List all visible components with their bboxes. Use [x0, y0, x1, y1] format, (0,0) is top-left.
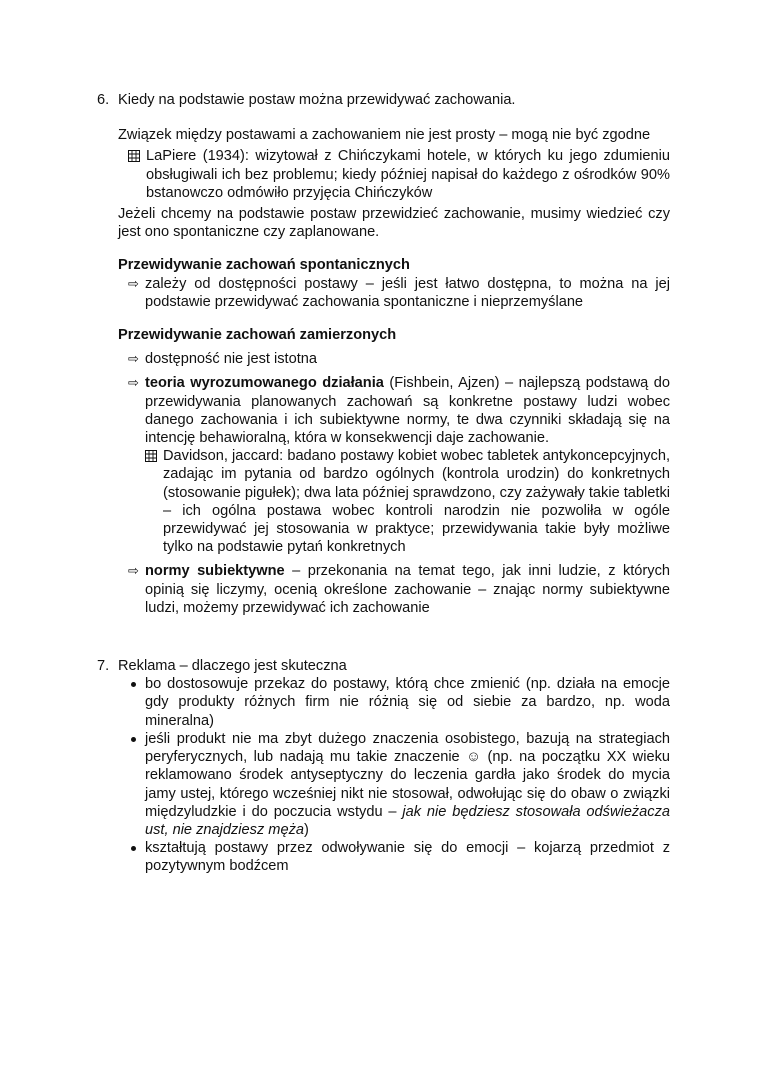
section-title-text: Reklama – dlaczego jest skuteczna: [118, 658, 347, 675]
bullet-text: jeśli produkt nie ma zbyt dużego znaczenia osobistego, bazują na strategiach peryferycznych, lub nadają mu takie znaczenie ☺ (np. na początku XX wieku reklamowano środek antyseptyczny do leczenia gardła jako środek do mycia jamy ustej, którego wcześniej nikt nie stosował, odwołując się do obaw o związki międzyludzkie i do poczucia wstydu –: [145, 730, 670, 820]
right-arrow-outline-icon: ⇨: [128, 351, 139, 367]
example-text: Davidson, jaccard: badano postawy kobiet wobec tabletek antykoncepcyjnych, zadając im pytania od bardzo ogólnych (kontrola urodzin) do konkretnych (stosowanie pigułek); dwa lata później sprawdzono, czy zażywały takie tabletki – ich ogólna postawa wobec kontroli narodzin nie pozwoliła w ogóle przewidywać jej stosowania w praktyce; przewidywania takie były możliwe tylko na podstawie pytań konkretnych: [163, 448, 670, 556]
point-text: (Fishbein, Ajzen) – najlepszą podstawą do przewidywania planowanych zachowań są konkretne postawy ludzi wobec danego zachowania i ich subiektywne normy, te dwa czynniki składają się na intencję behawioralną, która w konsekwencji daje zachowanie.: [145, 375, 670, 447]
theory-term: teoria wyrozumowanego działania: [145, 375, 384, 392]
bullet-text: bo dostosowuje przekaz do postawy, którą chce zmienić (np. działa na emocje gdy produkty różnych firm nie różnią się od siebie za bardzo, np. woda mineralna): [145, 676, 670, 729]
point-text: dostępność nie jest istotna: [145, 351, 317, 368]
grid-bullet-icon: [128, 150, 140, 162]
example-text: LaPiere (1934): wizytował z Chińczykami hotele, w których ku jego zdumieniu obsługiwali ich bez problemu; kiedy później napisał do każdego z ośrodków 90% bstanowczo odmówiło przyjęcia Chińczyków: [146, 148, 670, 201]
example-davidson: [145, 447, 670, 556]
heading-intended: Przewidywanie zachowań zamierzonych: [118, 327, 397, 344]
right-arrow-outline-icon: ⇨: [128, 375, 139, 391]
bullet-italic-quote: jak nie będziesz stosowała odświeżacza ust, nie znajdziesz męża: [145, 803, 670, 838]
grid-bullet-icon: [145, 450, 157, 462]
round-bullet-icon: [131, 846, 136, 851]
spontaneous-point: [128, 275, 670, 311]
section-number: 7.: [97, 658, 110, 675]
paragraph-spontaneous-vs-planned: Jeżeli chcemy na podstawie postaw przewidzieć zachowanie, musimy wiedzieć czy jest ono spontaniczne czy zaplanowane.: [118, 206, 670, 241]
intended-point-1: [128, 350, 670, 368]
right-arrow-outline-icon: ⇨: [128, 275, 139, 291]
section-7-title: [97, 657, 677, 675]
heading-spontaneous: Przewidywanie zachowań spontanicznych: [118, 257, 410, 274]
theory-point: [128, 374, 670, 447]
bullet-2: [128, 730, 670, 839]
section-6-title: [97, 91, 677, 109]
intro-paragraph: Związek między postawami a zachowaniem nie jest prosty – mogą nie być zgodne: [118, 127, 651, 144]
norms-point: [128, 562, 670, 617]
example-lapiere: [128, 147, 670, 202]
section-title-text: Kiedy na podstawie postaw można przewidywać zachowania.: [118, 92, 516, 108]
bullet-text-end: ): [304, 821, 309, 838]
bullet-3: [128, 839, 670, 875]
round-bullet-icon: [131, 737, 136, 742]
bullet-1: [128, 675, 670, 730]
point-text: zależy od dostępności postawy – jeśli jest łatwo dostępna, to można na jej podstawie przewidywać zachowania spontaniczne i nieprzemyślane: [145, 275, 670, 310]
point-text: – przekonania na temat tego, jak inni ludzie, z których opinią się liczymy, ocenią określone zachowanie – znając normy subiektywne ludzi, możemy przewidywać ich zachowanie: [145, 563, 670, 616]
section-number: 6.: [97, 92, 110, 108]
bullet-text: kształtują postawy przez odwoływanie się do emocji – kojarzą przedmiot z pozytywnym bodźcem: [145, 840, 670, 875]
right-arrow-outline-icon: ⇨: [128, 563, 139, 579]
round-bullet-icon: [131, 682, 136, 687]
norms-term: normy subiektywne: [145, 563, 285, 580]
